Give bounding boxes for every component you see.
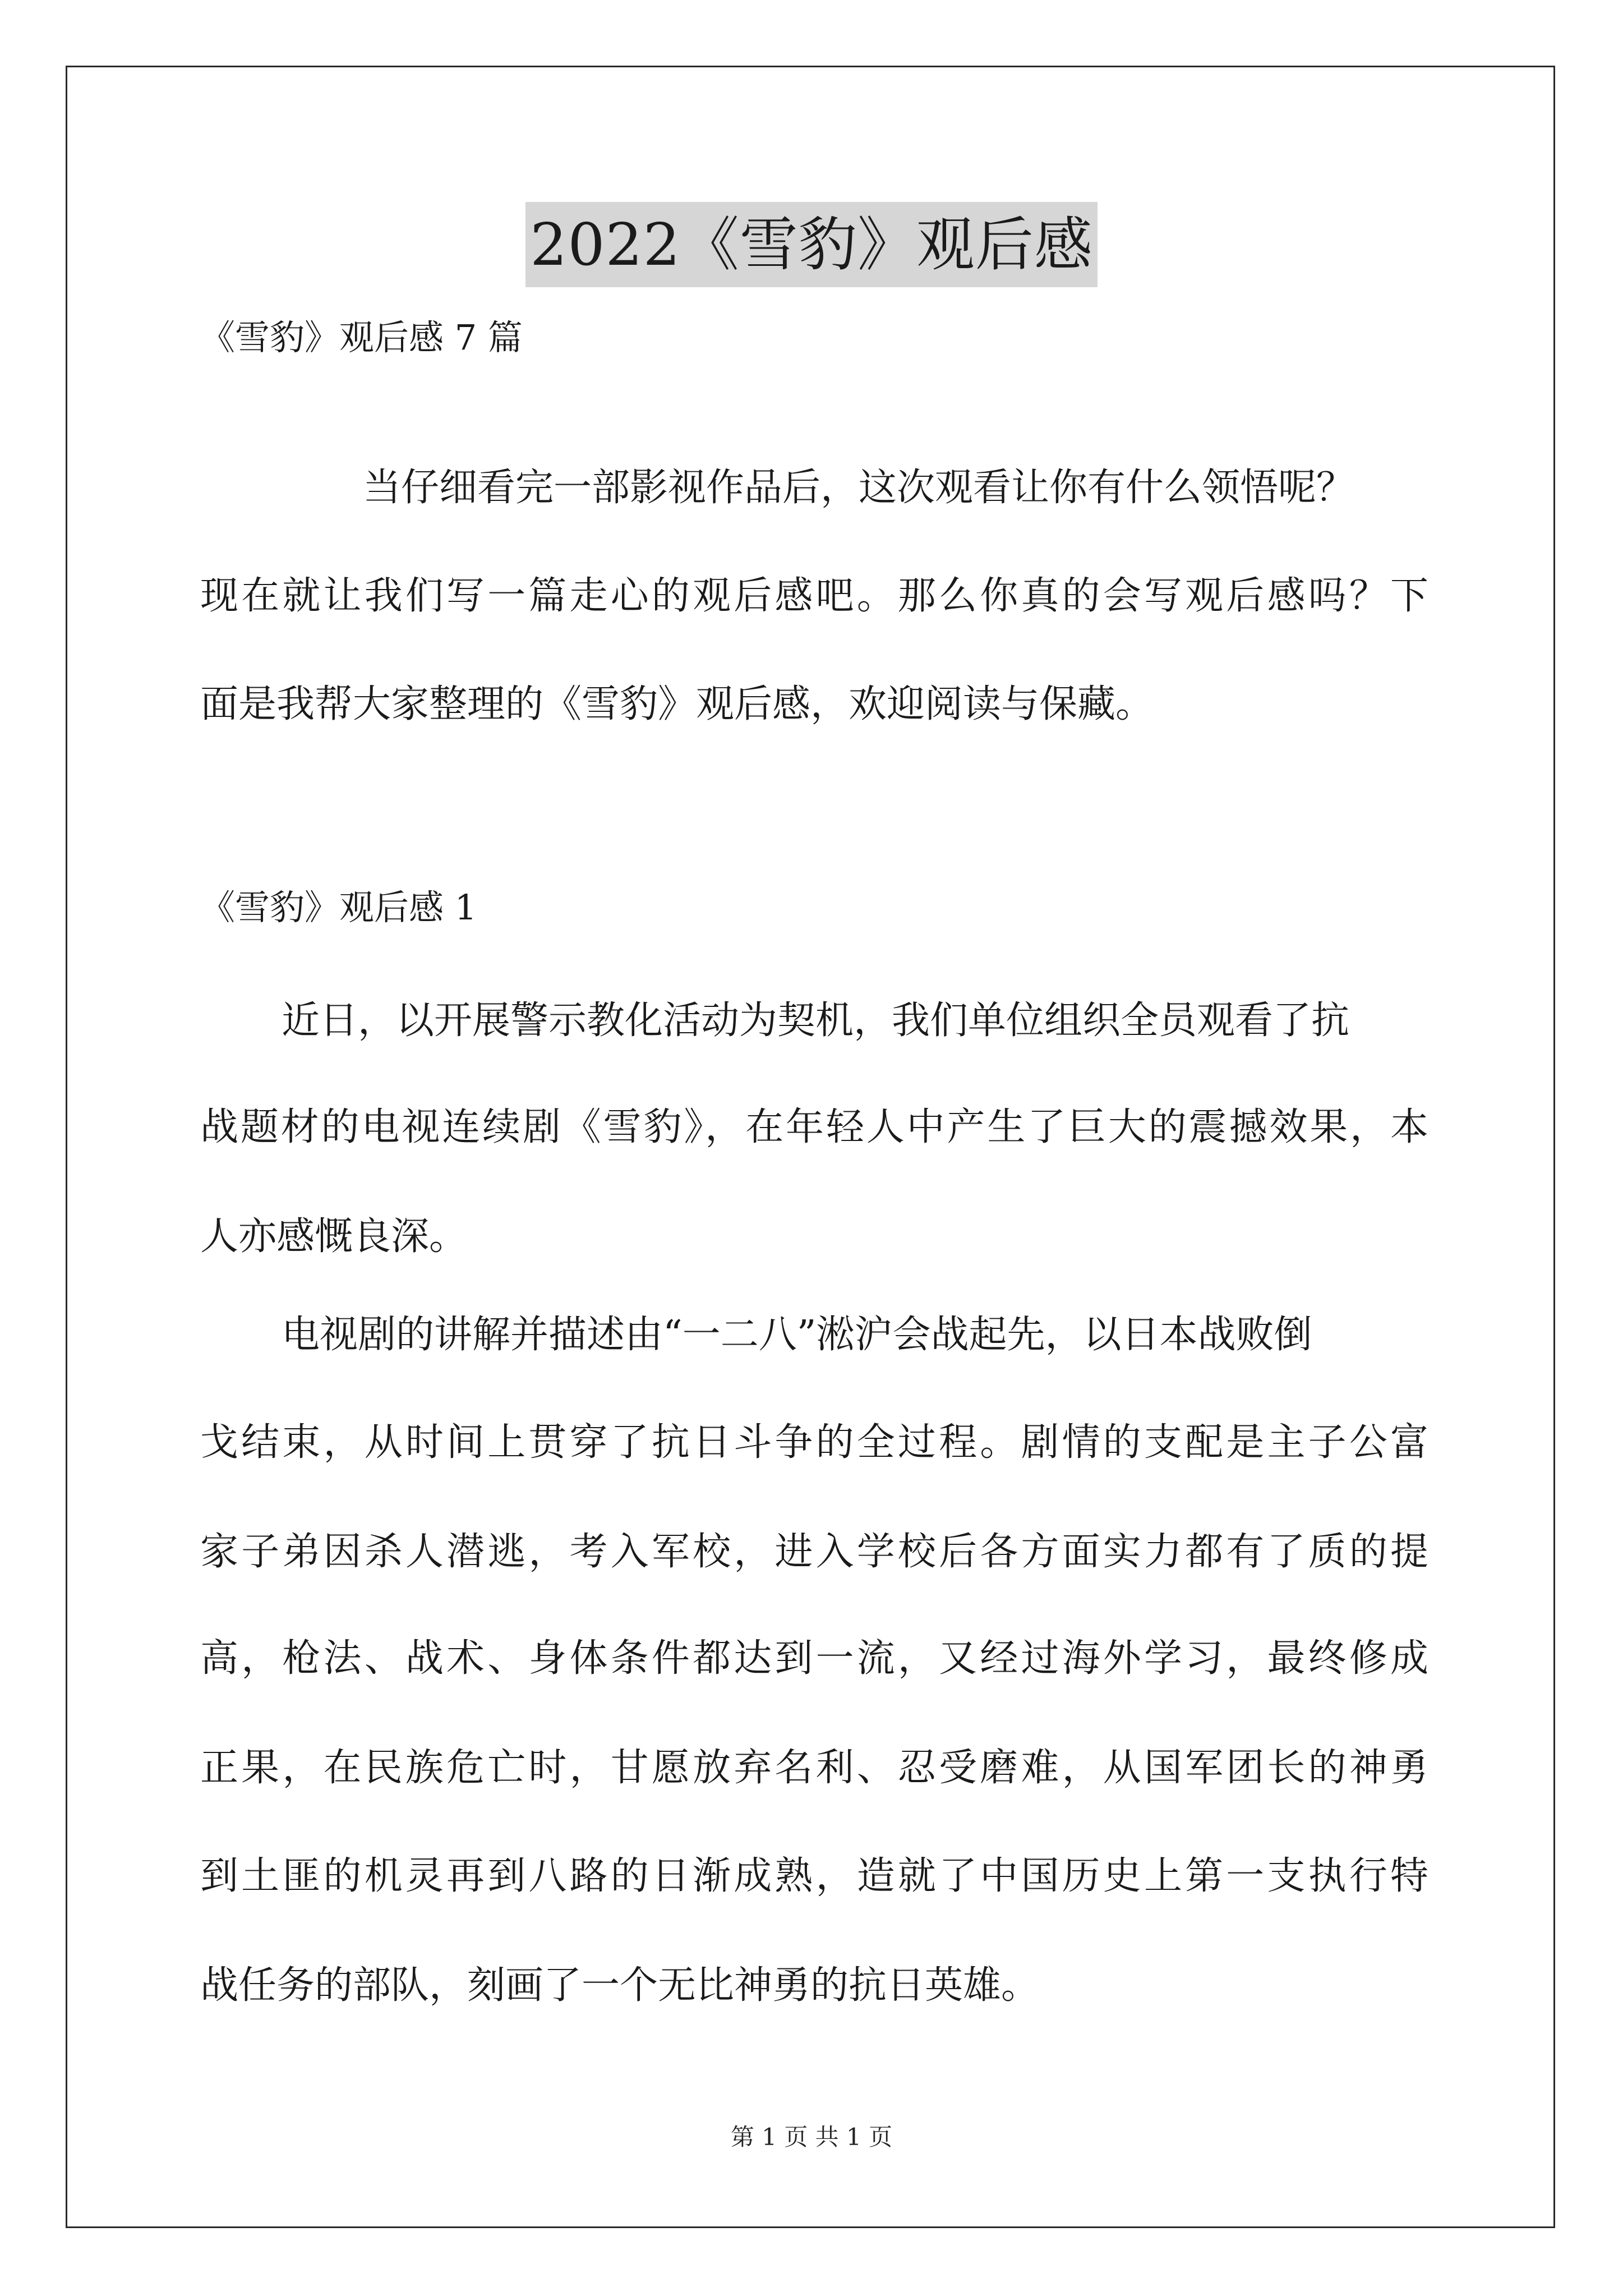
paragraph-line: 正果，在民族危亡时，甘愿放弃名利、忍受磨难，从国军团长的神勇 [200, 1746, 1428, 1790]
paragraph-line: 人亦感慨良深。 [200, 1214, 468, 1259]
title-container [0, 202, 1623, 287]
section-heading: 《雪豹》观后感 1 [200, 887, 477, 928]
paragraph-line: 电视剧的讲解并描述由“一二八”淞沪会战起先，以日本战败倒 [282, 1313, 1312, 1357]
intro-line: 面是我帮大家整理的《雪豹》观后感，欢迎阅读与保藏。 [200, 682, 1154, 726]
paragraph-line: 战任务的部队，刻画了一个无比神勇的抗日英雄。 [200, 1963, 1040, 2008]
subtitle: 《雪豹》观后感 7 篇 [200, 317, 523, 358]
paragraph-line: 高，枪法、战术、身体条件都达到一流，又经过海外学习，最终修成 [200, 1636, 1428, 1681]
paragraph-line: 战题材的电视连续剧《雪豹》，在年轻人中产生了巨大的震撼效果，本 [200, 1105, 1428, 1149]
intro-line: 当仔细看完一部影视作品后，这次观看让你有什么领悟呢？ [363, 466, 1355, 510]
paragraph-line: 近日，以开展警示教化活动为契机，我们单位组织全员观看了抗 [282, 999, 1350, 1043]
page-footer: 第 1 页 共 1 页 [730, 2123, 893, 2151]
paragraph-line: 戈结束，从时间上贯穿了抗日斗争的全过程。剧情的支配是主子公富 [200, 1420, 1428, 1465]
intro-line: 现在就让我们写一篇走心的观后感吧。那么你真的会写观后感吗？下 [200, 574, 1428, 618]
paragraph-line: 家子弟因杀人潜逃，考入军校，进入学校后各方面实力都有了质的提 [200, 1530, 1428, 1574]
document-title: 2022《雪豹》观后感 [525, 202, 1098, 287]
paragraph-line: 到土匪的机灵再到八路的日渐成熟，造就了中国历史上第一支执行特 [200, 1854, 1428, 1898]
